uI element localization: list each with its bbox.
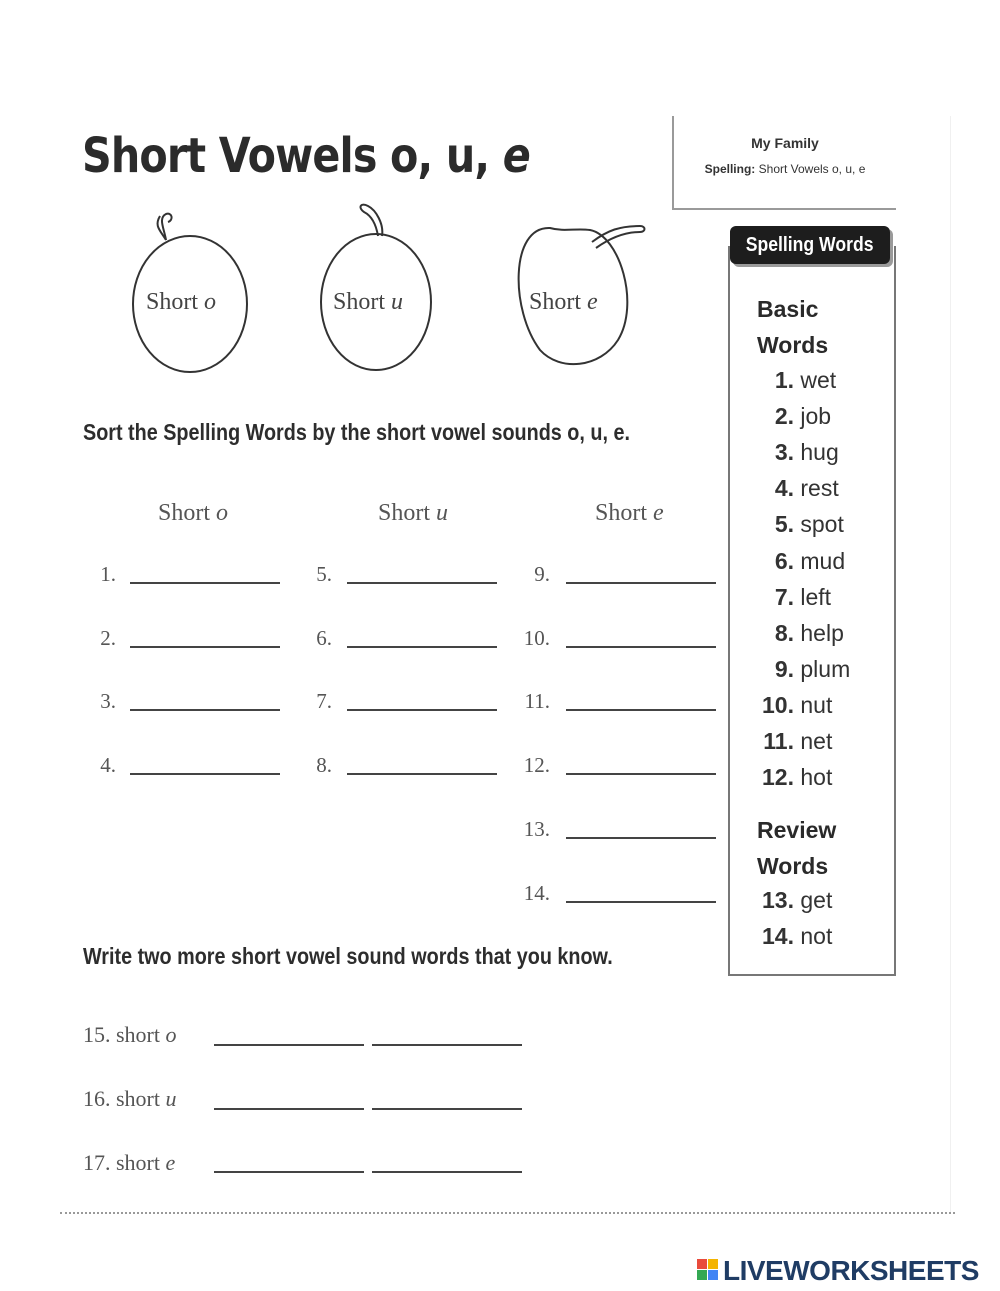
answer-blank-11[interactable]	[566, 709, 716, 711]
liveworksheets-logo-icon	[697, 1259, 719, 1281]
write-label-15: 15. short o	[83, 1022, 177, 1047]
answer-blank-1[interactable]	[130, 582, 280, 584]
spelling-word: nut	[794, 691, 833, 718]
answer-blank-13[interactable]	[566, 837, 716, 839]
spelling-words-tab: Spelling Words	[730, 226, 890, 264]
spelling-word: job	[794, 403, 832, 430]
spelling-word-number: 13.	[762, 887, 794, 913]
answer-blank-5[interactable]	[347, 582, 497, 584]
footer-divider	[60, 1212, 955, 1214]
column-head-short-e: Short e	[595, 500, 664, 526]
spelling-word-item	[756, 548, 845, 575]
spelling-word-number: 1.	[774, 367, 794, 393]
plum-label-short-e: Short e	[529, 289, 598, 315]
column-head-short-o: Short o	[158, 500, 229, 526]
answer-blank-10[interactable]	[566, 646, 716, 648]
spelling-word: net	[794, 728, 833, 754]
spelling-word-item	[756, 367, 836, 394]
spelling-word-item	[756, 692, 832, 719]
spelling-word-number: 2.	[774, 403, 794, 430]
review-words-heading: Review Words	[757, 817, 837, 879]
answer-blank-8[interactable]	[347, 773, 497, 775]
answer-blank-6[interactable]	[347, 646, 497, 648]
spelling-word: wet	[794, 367, 837, 393]
item-number: 1.	[100, 562, 116, 586]
spelling-word-number: 7.	[774, 583, 794, 610]
spelling-label: Spelling:	[704, 162, 756, 176]
answer-blank-14[interactable]	[566, 901, 716, 903]
spelling-word-item	[756, 439, 839, 466]
basic-words-heading: Basic Words	[757, 296, 829, 358]
item-number: 11.	[524, 689, 550, 713]
item-number: 10.	[523, 626, 550, 650]
spelling-word-item	[756, 923, 832, 950]
answer-blank-9[interactable]	[566, 582, 716, 584]
answer-blank-2[interactable]	[130, 646, 280, 648]
item-number: 9.	[534, 562, 550, 586]
spelling-word: mud	[794, 547, 846, 574]
spelling-word-number: 9.	[774, 655, 794, 682]
item-number: 2.	[100, 626, 116, 650]
spelling-word-number: 5.	[774, 511, 794, 538]
liveworksheets-brand[interactable]: LIVEWORKSHEETS	[723, 1255, 979, 1286]
spelling-word-item	[756, 511, 844, 538]
spelling-word-number: 4.	[774, 475, 794, 502]
spelling-word: help	[794, 619, 844, 646]
spelling-word-item	[756, 887, 832, 914]
item-number: 8.	[316, 753, 332, 777]
spelling-word: left	[794, 583, 832, 610]
item-number: 4.	[100, 753, 116, 777]
item-number: 3.	[100, 689, 116, 713]
write-instruction: Write two more short vowel sound words that you know.	[83, 943, 613, 969]
spelling-word-number: 3.	[774, 439, 794, 466]
write-blank-15a[interactable]	[214, 1044, 364, 1046]
spelling-word-item	[756, 728, 832, 755]
write-blank-17b[interactable]	[372, 1171, 522, 1173]
sort-instruction: Sort the Spelling Words by the short vowel sounds o, u, e.	[83, 419, 630, 445]
spelling-word-item	[756, 584, 831, 611]
write-blank-17a[interactable]	[214, 1171, 364, 1173]
write-blank-15b[interactable]	[372, 1044, 522, 1046]
write-label-16: 16. short u	[83, 1086, 177, 1111]
spelling-word: rest	[794, 475, 839, 502]
item-number: 14.	[523, 881, 550, 905]
item-number: 13.	[523, 817, 550, 841]
spelling-word-number: 6.	[774, 547, 794, 574]
answer-blank-12[interactable]	[566, 773, 716, 775]
spelling-word-item	[756, 403, 831, 430]
spelling-word: hug	[794, 439, 839, 466]
answer-blank-4[interactable]	[130, 773, 280, 775]
spelling-word: spot	[794, 511, 844, 538]
item-number: 7.	[316, 689, 332, 713]
page-edge	[950, 116, 951, 1212]
spelling-word: get	[794, 887, 833, 913]
item-number: 12.	[523, 753, 550, 777]
spelling-word-number: 14.	[762, 923, 794, 950]
spelling-word-item	[756, 656, 850, 683]
title-italic-e: e	[502, 128, 530, 184]
answer-blank-7[interactable]	[347, 709, 497, 711]
column-head-short-u: Short u	[378, 500, 449, 526]
unit-title: My Family	[751, 135, 819, 151]
write-blank-16b[interactable]	[372, 1108, 522, 1110]
spelling-word-number: 10.	[762, 691, 794, 718]
item-number: 6.	[316, 626, 332, 650]
write-blank-16a[interactable]	[214, 1108, 364, 1110]
answer-blank-3[interactable]	[130, 709, 280, 711]
title-main: Short Vowels o, u,	[82, 128, 490, 184]
spelling-word: hot	[794, 764, 833, 791]
spelling-word-item	[756, 475, 839, 502]
spelling-word: not	[794, 923, 833, 950]
plum-label-short-u: Short u	[333, 289, 404, 315]
plum-label-short-o: Short o	[146, 289, 217, 315]
plum-short-u-icon	[321, 205, 431, 370]
spelling-word: plum	[794, 655, 851, 682]
spelling-word-number: 12.	[762, 764, 794, 791]
spelling-word-number: 11.	[763, 728, 794, 754]
spelling-word-item	[756, 620, 844, 647]
item-number: 5.	[316, 562, 332, 586]
page-title	[82, 128, 530, 184]
write-label-17: 17. short e	[83, 1150, 176, 1175]
spelling-topic: Short Vowels o, u, e	[758, 162, 866, 176]
spelling-topic-line	[676, 162, 894, 176]
spelling-word-item	[756, 764, 832, 791]
spelling-word-number: 8.	[774, 619, 794, 646]
